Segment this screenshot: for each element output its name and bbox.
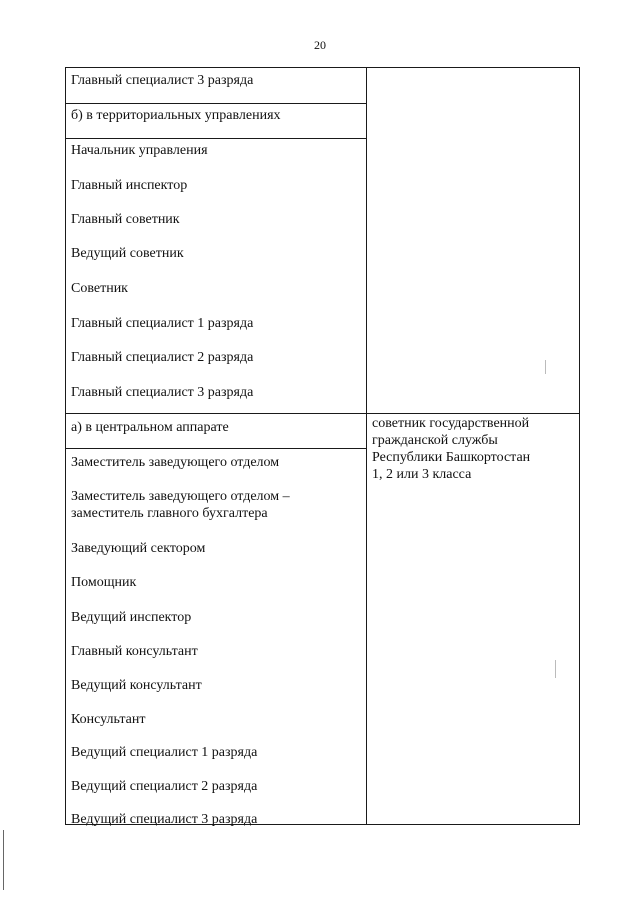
rank-line: советник государственной [372, 416, 530, 431]
list-item: Помощник [71, 575, 137, 590]
page-number: 20 [314, 38, 326, 52]
rank-line: Республики Башкортостан [372, 450, 531, 465]
list-item: заместитель главного бухгалтера [71, 506, 268, 521]
list-item: Ведущий консультант [71, 678, 202, 693]
section-heading: а) в центральном аппарате [71, 420, 229, 435]
list-item: Ведущий советник [71, 246, 184, 261]
list-item: Советник [71, 281, 128, 296]
positions-table [65, 67, 580, 825]
row-line [66, 103, 366, 104]
rank-line: гражданской службы [372, 433, 498, 448]
rank-group-text [372, 415, 577, 483]
list-item: Консультант [71, 712, 146, 727]
list-item: Главный специалист 2 разряда [71, 350, 254, 365]
list-item: Заведующий сектором [71, 541, 206, 556]
table-row: Главный специалист 3 разряда [71, 73, 254, 88]
row-line [66, 138, 366, 139]
list-item: Начальник управления [71, 143, 208, 158]
scan-artifact [3, 830, 4, 890]
list-item: Заместитель заведующего отделом – [71, 489, 290, 504]
list-item: Главный специалист 3 разряда [71, 385, 254, 400]
row-line [66, 448, 366, 449]
list-item: Ведущий специалист 2 разряда [71, 779, 258, 794]
list-item: Ведущий инспектор [71, 610, 192, 625]
list-item: Главный инспектор [71, 178, 188, 193]
table-row: б) в территориальных управлениях [71, 108, 281, 123]
column-divider [366, 68, 367, 824]
list-item: Главный консультант [71, 644, 198, 659]
list-item: Главный специалист 1 разряда [71, 316, 254, 331]
list-item: Ведущий специалист 1 разряда [71, 745, 258, 760]
rank-line: 1, 2 или 3 класса [372, 467, 472, 482]
list-item: Заместитель заведующего отделом [71, 455, 280, 470]
section-line [66, 413, 579, 414]
scan-artifact [555, 660, 556, 678]
scan-artifact [545, 360, 546, 374]
list-item: Ведущий специалист 3 разряда [71, 812, 258, 827]
list-item: Главный советник [71, 212, 180, 227]
